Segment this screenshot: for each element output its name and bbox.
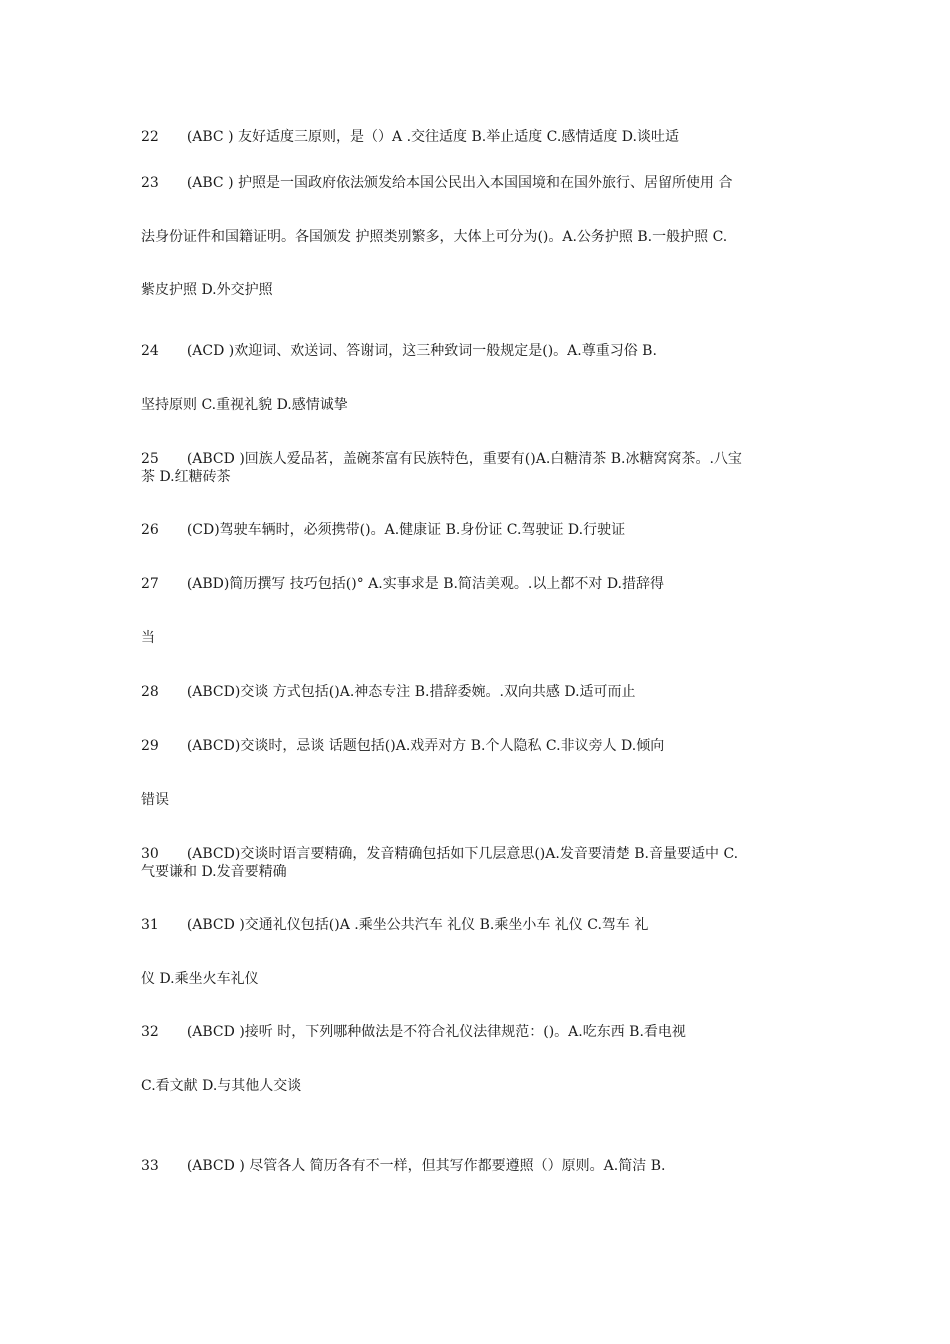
- question-31-line-2: 仪 D.乘坐火车礼仪: [141, 971, 259, 987]
- question-33: 33 (ABCD ) 尽管各人 简历各有不一样，但其写作都要遵照（）原则。A.简洁 B.: [141, 1158, 666, 1174]
- question-25-line-1: 25 (ABCD )回族人爱品茗，盖碗茶富有民族特色，重要有()A.白糖清茶 B.冰糖窝窝茶。.八宝: [141, 451, 742, 467]
- question-28: 28 (ABCD)交谈 方式包括()A.神态专注 B.措辞委婉。.双向共感 D.适可而止: [141, 684, 636, 700]
- question-27-line-2: 当: [141, 630, 155, 646]
- question-23-line-1: 23 (ABC ) 护照是一国政府依法颁发给本国公民出入本国国境和在国外旅行、居留所使用 合: [141, 175, 733, 191]
- question-24-line-1: 24 (ACD )欢迎词、欢送词、答谢词，这三种致词一般规定是()。A.尊重习俗 B.: [141, 343, 657, 359]
- question-25-line-2: 茶 D.红糖砖茶: [141, 469, 231, 485]
- question-30-line-2: 气要谦和 D.发音要精确: [141, 864, 287, 880]
- question-22: 22 (ABC ) 友好适度三原则，是（）A .交往适度 B.举止适度 C.感情适度 D.谈吐适: [141, 129, 679, 145]
- question-31-line-1: 31 (ABCD )交通礼仪包括()A .乘坐公共汽车 礼仪 B.乘坐小车 礼仪 C.驾车 礼: [141, 917, 649, 933]
- question-30-line-1: 30 (ABCD)交谈时语言要精确，发音精确包括如下几层意思()A.发音要清楚 B.音量要适中 C.: [141, 846, 739, 862]
- question-26: 26 (CD)驾驶车辆时，必须携带()。A.健康证 B.身份证 C.驾驶证 D.行驶证: [141, 522, 626, 538]
- question-29-line-2: 错误: [141, 792, 169, 808]
- question-27-line-1: 27 (ABD)简历撰写 技巧包括()° A.实事求是 B.简洁美观。.以上都不对 D.措辞得: [141, 576, 665, 592]
- question-23-line-3: 紫皮护照 D.外交护照: [141, 282, 273, 298]
- question-23-line-2: 法身份证件和国籍证明。各国颁发 护照类别繁多，大体上可分为()。A.公务护照 B.一般护照 C.: [141, 229, 728, 245]
- question-32-line-1: 32 (ABCD )接听 时，下列哪种做法是不符合礼仪法律规范：()。A.吃东西 B.看电视: [141, 1024, 686, 1040]
- question-29-line-1: 29 (ABCD)交谈时，忌谈 话题包括()A.戏弄对方 B.个人隐私 C.非议旁人 D.倾向: [141, 738, 665, 754]
- question-32-line-2: C.看文献 D.与其他人交谈: [141, 1078, 302, 1094]
- question-24-line-2: 坚持原则 C.重视礼貌 D.感情诚挚: [141, 397, 348, 413]
